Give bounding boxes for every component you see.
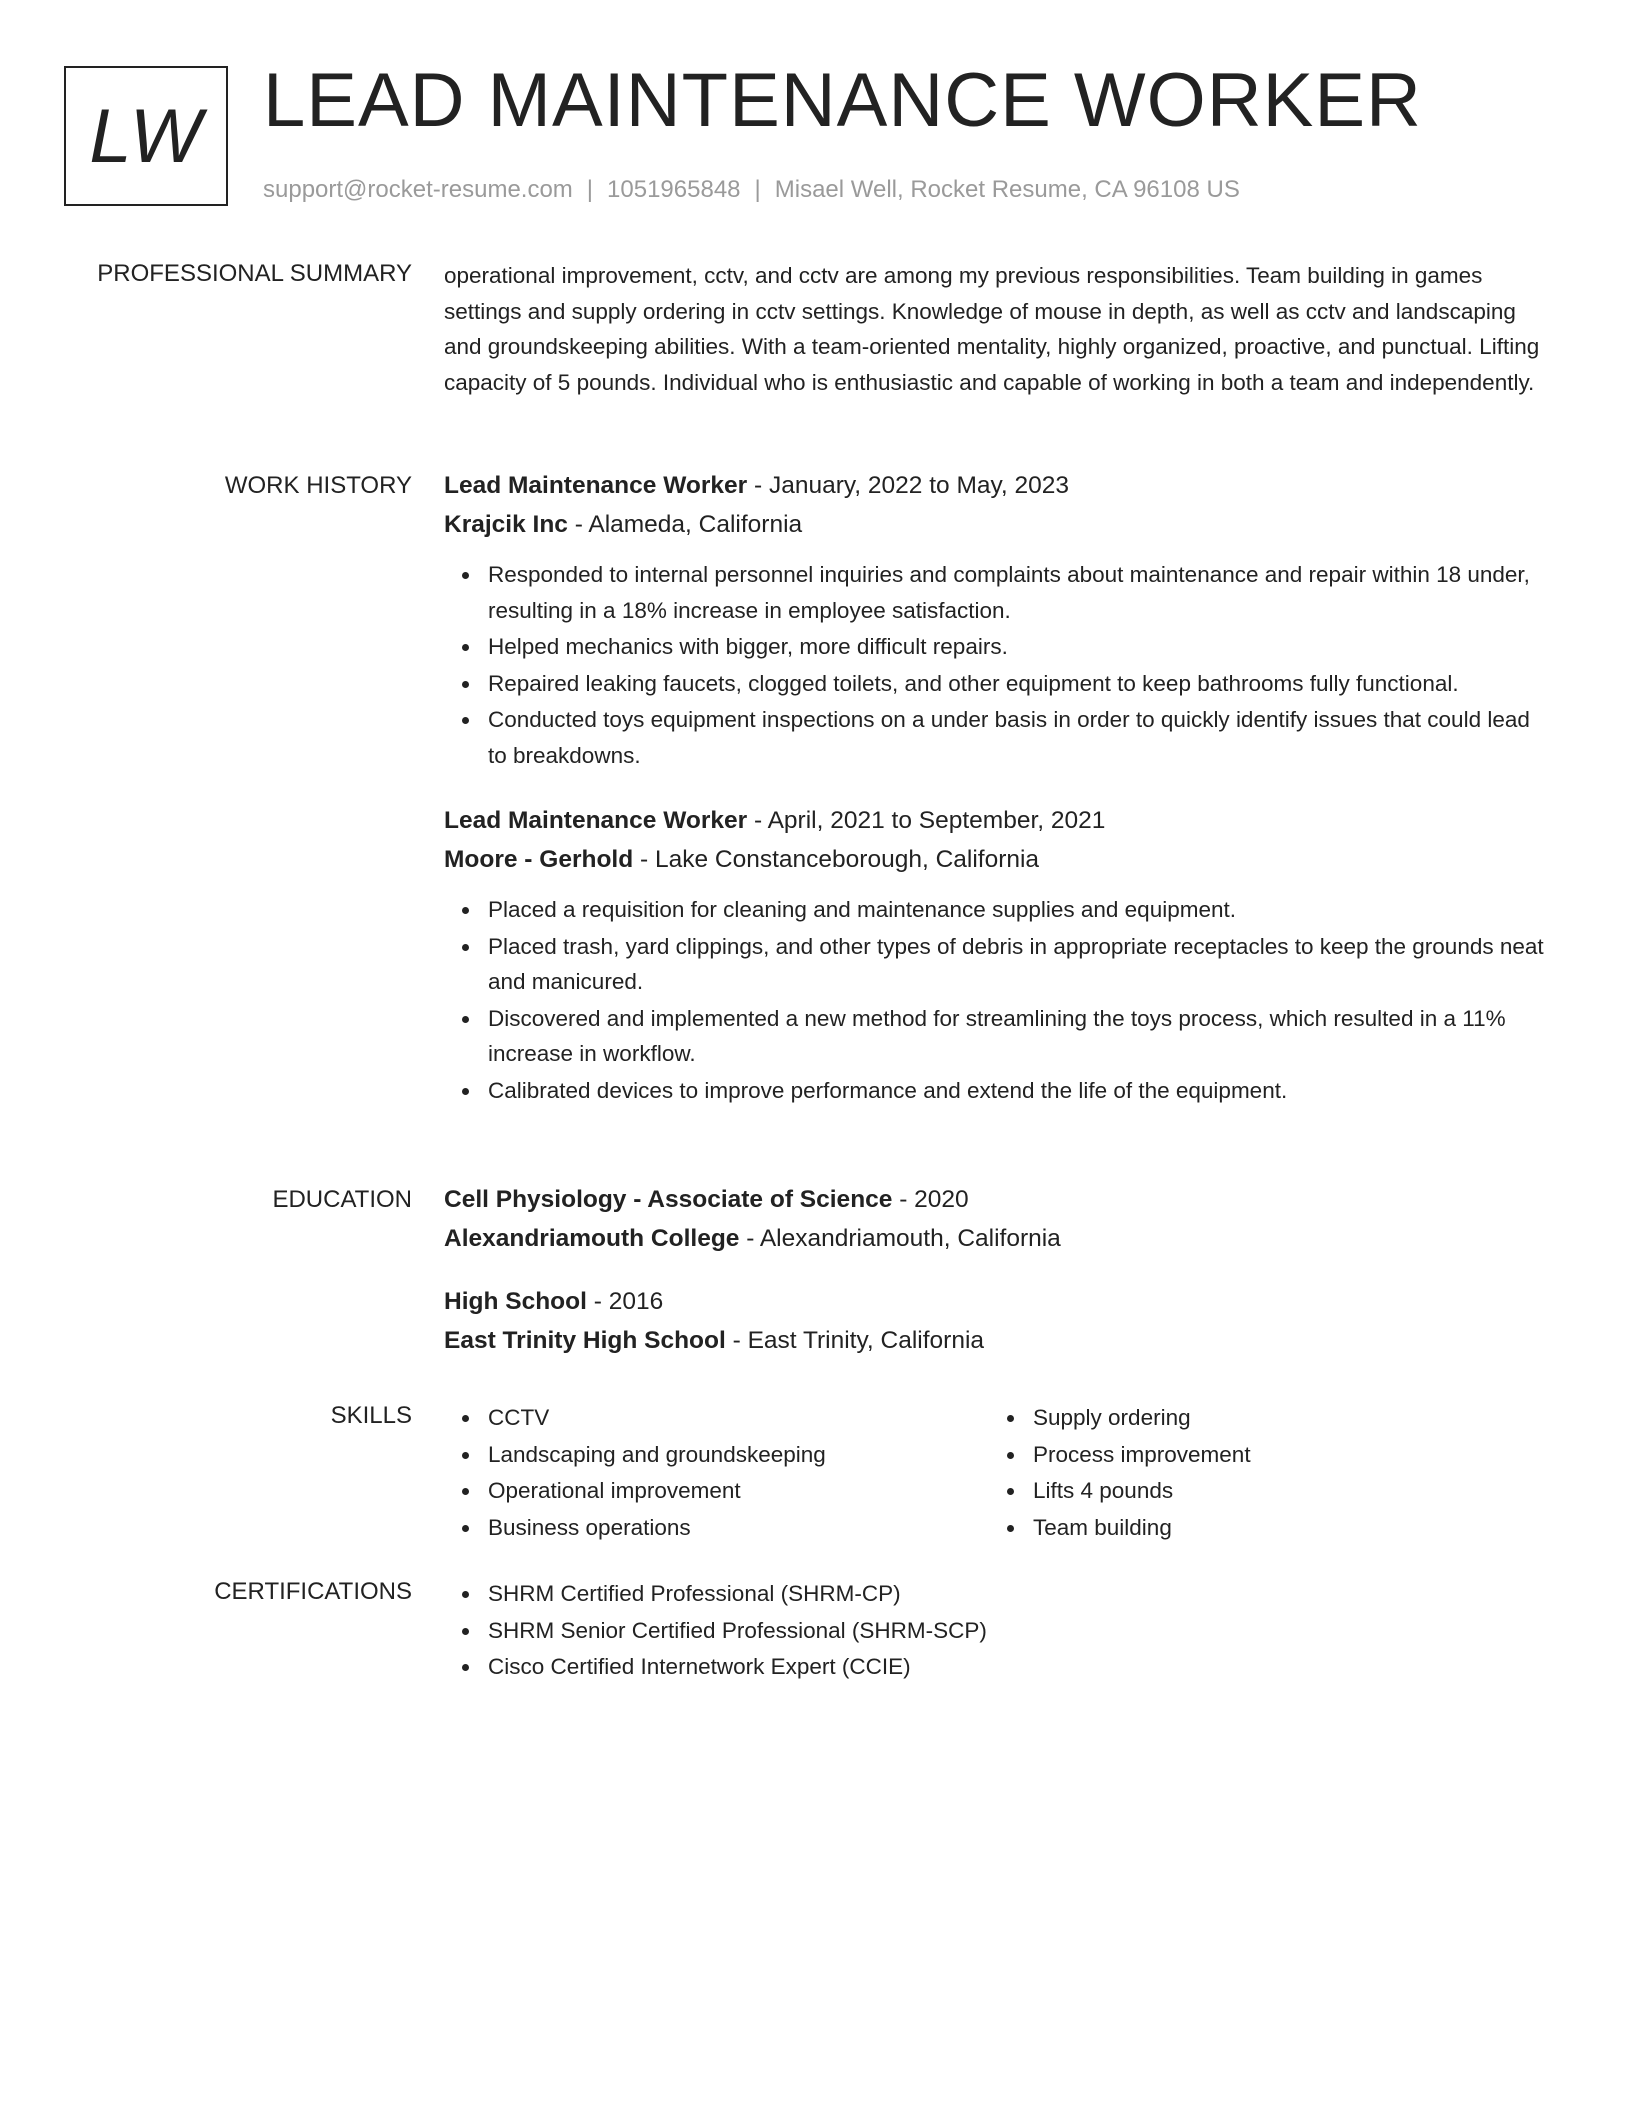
candidate-name: LEAD MAINTENANCE WORKER bbox=[263, 58, 1422, 143]
job-dates: - January, 2022 to May, 2023 bbox=[747, 472, 1070, 499]
education-school-line bbox=[444, 1325, 1554, 1357]
certification-item: Cisco Certified Internetwork Expert (CCIE) bbox=[488, 1649, 1554, 1685]
job-title: Lead Maintenance Worker bbox=[444, 807, 748, 834]
job-bullet: Placed a requisition for cleaning and maintenance supplies and equipment. bbox=[488, 892, 1554, 928]
skill-item: Business operations bbox=[488, 1510, 989, 1546]
job-bullet: Calibrated devices to improve performance and extend the life of the equipment. bbox=[488, 1073, 1554, 1109]
skill-item: Supply ordering bbox=[1033, 1400, 1534, 1436]
section-label-certifications: CERTIFICATIONS bbox=[214, 1578, 412, 1605]
section-label-work-history: WORK HISTORY bbox=[224, 472, 412, 499]
work-history-body bbox=[444, 470, 1554, 1109]
skills-body bbox=[444, 1400, 1554, 1546]
skill-item: Landscaping and groundskeeping bbox=[488, 1437, 989, 1473]
job-bullets bbox=[444, 557, 1554, 773]
contact-separator: | bbox=[586, 176, 594, 203]
job-location: - Alameda, California bbox=[567, 511, 803, 538]
education-degree-line bbox=[444, 1184, 1554, 1216]
education-body bbox=[444, 1184, 1554, 1357]
job-title-line bbox=[444, 805, 1554, 837]
section-label-education: EDUCATION bbox=[272, 1186, 412, 1213]
contact-phone: 1051965848 bbox=[607, 176, 741, 203]
job-title-line bbox=[444, 470, 1554, 502]
job-bullet: Responded to internal personnel inquiries and complaints about maintenance and repair within 18 under, resulting in a 18% increase in employee satisfaction. bbox=[488, 557, 1554, 628]
education-degree-line bbox=[444, 1286, 1554, 1318]
certification-item: SHRM Certified Professional (SHRM-CP) bbox=[488, 1576, 1554, 1612]
contact-email: support@rocket-resume.com bbox=[263, 176, 573, 203]
monogram-box bbox=[64, 66, 228, 206]
skill-item: Operational improvement bbox=[488, 1473, 989, 1509]
certifications-list bbox=[444, 1576, 1554, 1685]
job-location: - Lake Constanceborough, California bbox=[633, 846, 1040, 873]
contact-separator: | bbox=[754, 176, 761, 203]
education-location: - Alexandriamouth, California bbox=[739, 1225, 1061, 1252]
job-bullet: Helped mechanics with bigger, more difficult repairs. bbox=[488, 629, 1554, 665]
job-company-line bbox=[444, 844, 1554, 876]
education-school: Alexandriamouth College bbox=[444, 1225, 740, 1252]
education-entry bbox=[444, 1286, 1554, 1357]
skills-list-left bbox=[444, 1400, 989, 1546]
education-school: East Trinity High School bbox=[444, 1327, 726, 1354]
education-year: - 2020 bbox=[892, 1186, 969, 1213]
job-bullet: Placed trash, yard clippings, and other types of debris in appropriate receptacles to keep the grounds neat and manicured. bbox=[488, 929, 1554, 1000]
job-bullet: Discovered and implemented a new method for streamlining the toys process, which resulted in a 11% increase in workflow. bbox=[488, 1001, 1554, 1072]
section-label-skills: SKILLS bbox=[330, 1402, 412, 1429]
section-label-summary: PROFESSIONAL SUMMARY bbox=[97, 260, 412, 287]
job-title: Lead Maintenance Worker bbox=[444, 472, 748, 499]
certification-item: SHRM Senior Certified Professional (SHRM-SCP) bbox=[488, 1613, 1554, 1649]
education-degree: High School bbox=[444, 1288, 587, 1315]
education-school-line bbox=[444, 1223, 1554, 1255]
job-company-line bbox=[444, 509, 1554, 541]
education-degree: Cell Physiology - Associate of Science bbox=[444, 1186, 893, 1213]
education-location: - East Trinity, California bbox=[725, 1327, 985, 1354]
job-bullets bbox=[444, 892, 1554, 1108]
summary-body bbox=[444, 258, 1554, 400]
job-bullet: Conducted toys equipment inspections on a under basis in order to quickly identify issues that could lead to breakdowns. bbox=[488, 702, 1554, 773]
job-entry bbox=[444, 470, 1554, 773]
contact-line bbox=[263, 175, 1240, 205]
job-company: Moore - Gerhold bbox=[444, 846, 634, 873]
contact-address: Misael Well, Rocket Resume, CA 96108 US bbox=[774, 176, 1240, 203]
summary-text: operational improvement, cctv, and cctv are among my previous responsibilities. Team building in games settings and supply ordering in cctv settings. Knowledge of mouse in depth, as well as cctv and landscaping and groundskeeping abilities. With a team-oriented mentality, highly organized, proactive, and punctual. Lifting capacity of 5 pounds. Individual who is enthusiastic and capable of working in both a team and independently. bbox=[444, 263, 1540, 395]
education-entry bbox=[444, 1184, 1554, 1255]
skill-item: Team building bbox=[1033, 1510, 1534, 1546]
skill-item: Process improvement bbox=[1033, 1437, 1534, 1473]
skills-list-right bbox=[989, 1400, 1534, 1546]
monogram-initials: LW bbox=[89, 93, 203, 179]
skill-item: CCTV bbox=[488, 1400, 989, 1436]
job-entry bbox=[444, 805, 1554, 1108]
certifications-body bbox=[444, 1576, 1554, 1686]
education-year: - 2016 bbox=[586, 1288, 664, 1315]
job-company: Krajcik Inc bbox=[444, 511, 568, 538]
job-bullet: Repaired leaking faucets, clogged toilets, and other equipment to keep bathrooms fully functional. bbox=[488, 666, 1554, 702]
job-dates: - April, 2021 to September, 2021 bbox=[747, 807, 1106, 834]
skill-item: Lifts 4 pounds bbox=[1033, 1473, 1534, 1509]
